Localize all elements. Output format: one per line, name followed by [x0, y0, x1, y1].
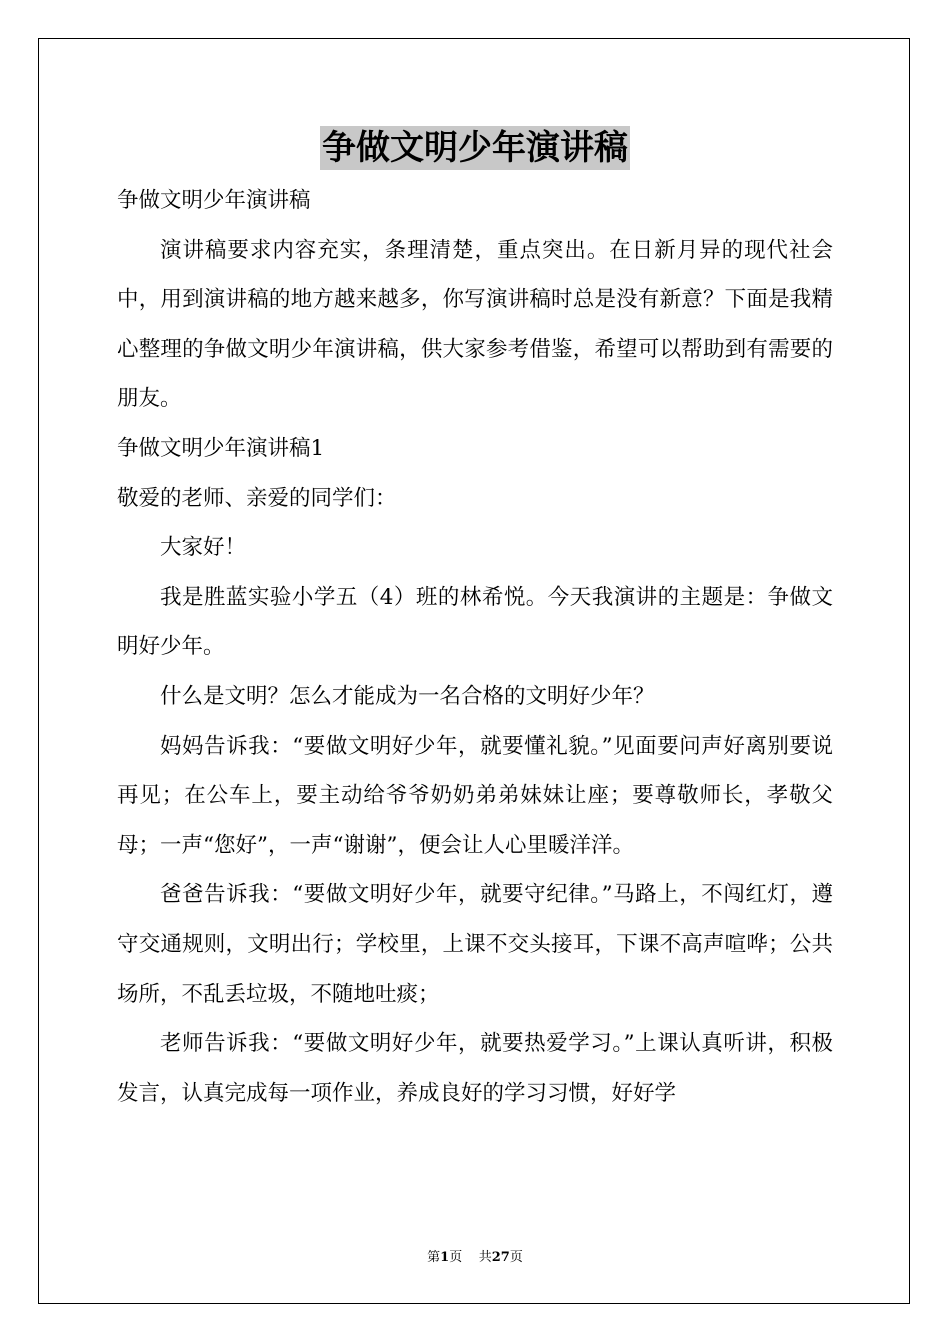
paragraph-salutation: 敬爱的老师、亲爱的同学们：: [117, 485, 397, 511]
footer-page-number: 1: [440, 1250, 450, 1265]
document-body: [117, 176, 833, 1118]
paragraph-greeting: 大家好！: [160, 535, 247, 561]
footer-page-suffix: 页: [449, 1250, 463, 1265]
paragraph-section-heading: 争做文明少年演讲稿1: [117, 435, 325, 461]
paragraph-intro: 演讲稿要求内容充实，条理清楚，重点突出。在日新月异的现代社会中，用到演讲稿的地方越来越多，你写演讲稿时总是没有新意？下面是我精心整理的争做文明少年演讲稿，供大家参考借鉴，希望可以帮助到有需要的朋友。: [117, 237, 833, 412]
paragraph-question: 什么是文明？怎么才能成为一名合格的文明好少年？: [160, 683, 655, 709]
paragraph-teacher: 老师告诉我：“要做文明好少年，就要热爱学习。”上课认真听讲，积极发言，认真完成每一项作业，养成良好的学习习惯，好好学: [117, 1031, 833, 1106]
document-title: 争做文明少年演讲稿: [322, 128, 628, 168]
footer-total-prefix: 共: [478, 1250, 492, 1265]
paragraph-self-intro: 我是胜蓝实验小学五（4）班的林希悦。今天我演讲的主题是：争做文明好少年。: [117, 584, 833, 660]
footer-total-pages: 27: [491, 1250, 510, 1265]
paragraph-subtitle: 争做文明少年演讲稿: [117, 188, 311, 213]
title-wrap: [0, 126, 950, 170]
footer-prefix: 第: [427, 1250, 441, 1265]
paragraph-mother: 妈妈告诉我：“要做文明好少年，就要懂礼貌。”见面要问声好离别要说再见；在公车上，要主动给爷爷奶奶弟弟妹妹让座；要尊敬师长，孝敬父母；一声“您好”，一声“谢谢”，便会让人心里暖洋洋。: [117, 733, 833, 858]
footer-total-suffix: 页: [509, 1250, 523, 1265]
paragraph-father: 爸爸告诉我：“要做文明好少年，就要守纪律。”马路上，不闯红灯，遵守交通规则，文明出行；学校里，上课不交头接耳，下课不高声喧哗；公共场所，不乱丢垃圾，不随地吐痰；: [117, 882, 833, 1007]
page-footer: [0, 1246, 950, 1265]
